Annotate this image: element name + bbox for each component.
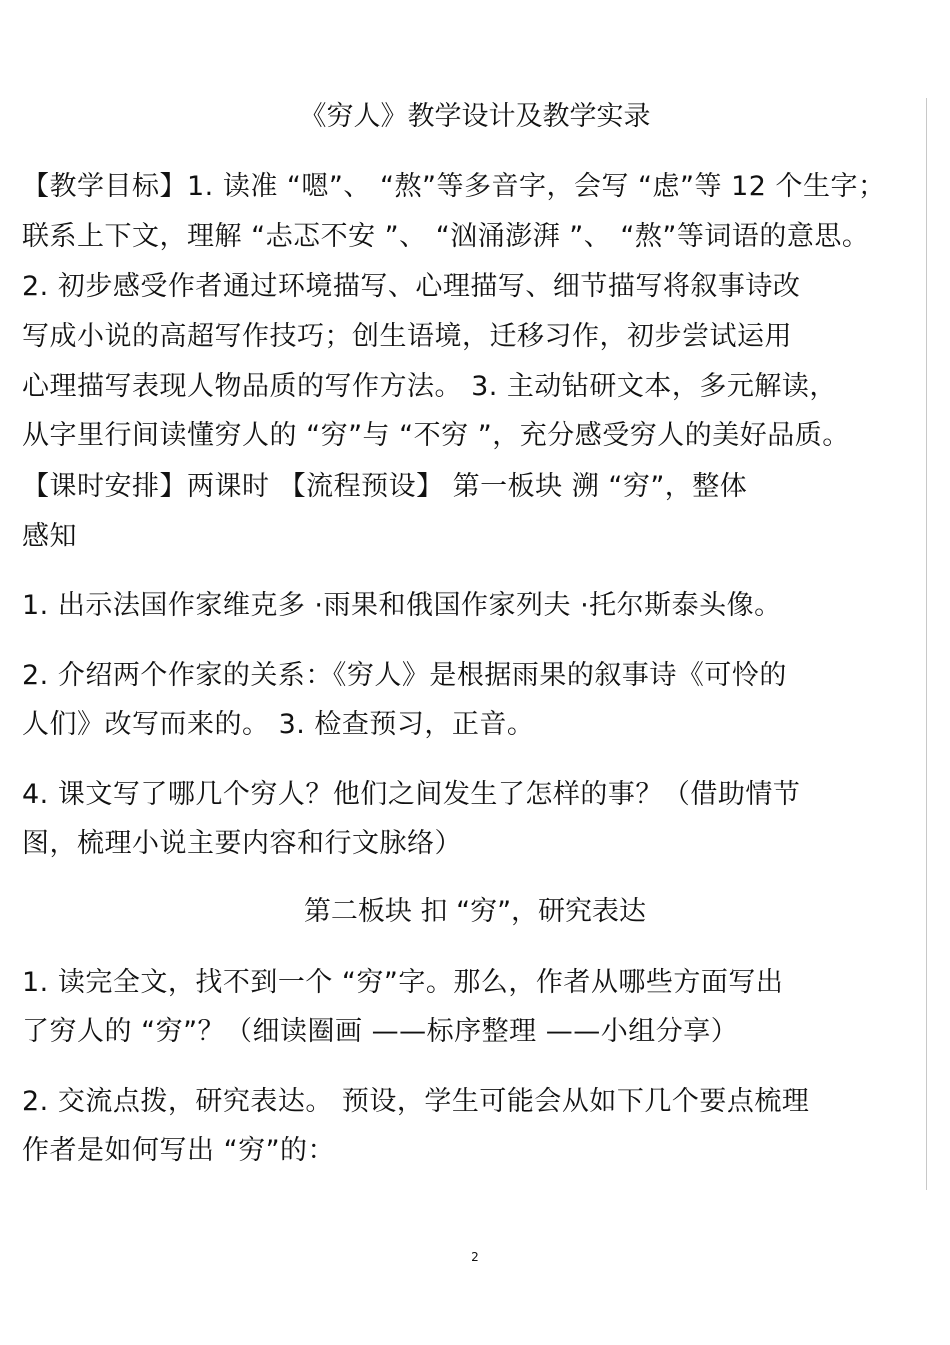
- paragraph-line-objectives-3: 2. 初步感受作者通过环境描写、心理描写、细节描写将叙事诗改: [22, 271, 801, 302]
- page-edge-rule: [926, 98, 927, 1190]
- paragraph-line-objectives-4: 写成小说的高超写作技巧；创生语境，迁移习作，初步尝试运用: [22, 321, 792, 352]
- list-item-2-cont: 人们》改写而来的。 3. 检查预习，正音。: [22, 709, 535, 740]
- paragraph-line-objectives-1: 【教学目标】1. 读准 “嗯”、 “熬”等多音字，会写 “虑”等 12 个生字；: [22, 171, 886, 202]
- list-item-2: 2. 介绍两个作家的关系：《穷人》是根据雨果的叙事诗《可怜的: [22, 660, 787, 691]
- document-title: 《穷人》教学设计及教学实录: [299, 101, 651, 132]
- page-number: 2: [471, 1250, 479, 1264]
- list-item-4-cont: 图，梳理小说主要内容和行文脉络）: [22, 828, 462, 859]
- paragraph-line-objectives-6: 从字里行间读懂穷人的 “穷”与 “不穷 ”，充分感受穷人的美好品质。: [22, 420, 850, 451]
- paragraph-line-schedule: 【课时安排】两课时 【流程预设】 第一板块 溯 “穷”，整体: [22, 471, 748, 502]
- section2-line-1: 1. 读完全文，找不到一个 “穷”字。那么，作者从哪些方面写出: [22, 967, 784, 998]
- section2-line-3: 2. 交流点拨，研究表达。 预设，学生可能会从如下几个要点梳理: [22, 1086, 810, 1117]
- list-item-1: 1. 出示法国作家维克多 ·雨果和俄国作家列夫 ·托尔斯泰头像。: [22, 590, 782, 621]
- list-item-4: 4. 课文写了哪几个穷人？他们之间发生了怎样的事？（借助情节: [22, 779, 801, 810]
- section2-line-2: 了穷人的 “穷”？（细读圈画 ——标序整理 ——小组分享）: [22, 1016, 739, 1047]
- paragraph-line-objectives-2: 联系上下文，理解 “忐忑不安 ”、 “汹涌澎湃 ”、 “熬”等词语的意思。: [22, 221, 870, 252]
- section-heading: 第二板块 扣 “穷”，研究表达: [303, 896, 647, 927]
- paragraph-line-schedule-cont: 感知: [22, 521, 77, 552]
- section2-line-4: 作者是如何写出 “穷”的：: [22, 1135, 336, 1166]
- paragraph-line-objectives-5: 心理描写表现人物品质的写作方法。 3. 主动钻研文本，多元解读，: [22, 371, 837, 402]
